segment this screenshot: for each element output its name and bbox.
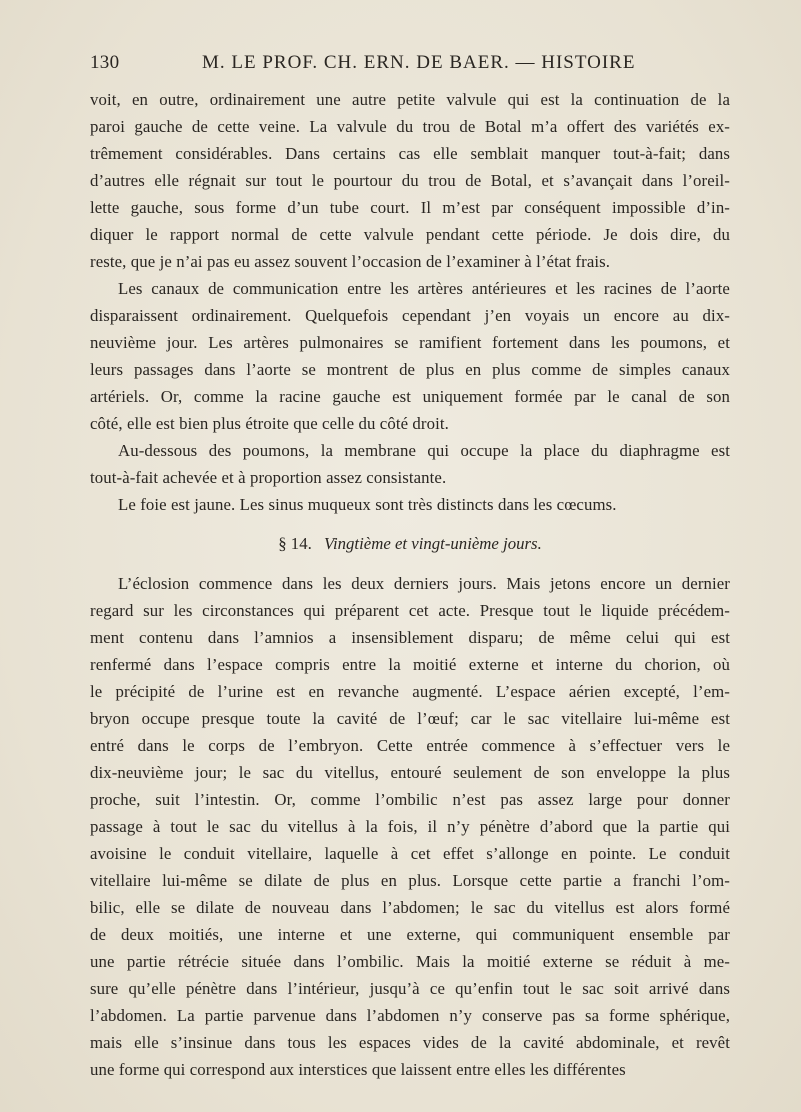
text-line: vitellaire lui-même se dilate de plus en plus. Lorsque cette partie a franchi l’om- xyxy=(90,871,730,890)
text-line: proche, suit l’intestin. Or, comme l’ombilic n’est pas assez large pour donner xyxy=(90,790,730,809)
text-line: L’éclosion commence dans les deux derniers jours. Mais jetons encore un dernier xyxy=(118,574,730,593)
text-line: diquer le rapport normal de cette valvule pendant cette période. Je dois dire, du xyxy=(90,225,730,244)
text-line: d’autres elle régnait sur tout le pourtour du trou de Botal, et s’avançait dans l’oreil- xyxy=(90,171,730,190)
text-line: lette gauche, sous forme d’un tube court. Il m’est par conséquent impossible d’in- xyxy=(90,198,730,217)
text-line: neuvième jour. Les artères pulmonaires se ramifient fortement dans les poumons, et xyxy=(90,333,730,352)
body-text xyxy=(90,86,730,1083)
text-line: avoisine le conduit vitellaire, laquelle à cet effet s’allonge en pointe. Le conduit xyxy=(90,844,730,863)
text-line: côté, elle est bien plus étroite que celle du côté droit. xyxy=(90,414,449,433)
page-number: 130 xyxy=(90,52,120,73)
text-line: tout-à-fait achevée et à proportion assez consistante. xyxy=(90,468,447,487)
paragraph xyxy=(90,86,730,275)
section-symbol: § xyxy=(278,534,287,553)
text-line: bilic, elle se dilate de nouveau dans l’abdomen; le sac du vitellus est alors formé xyxy=(90,898,730,917)
text-line: artériels. Or, comme la racine gauche est uniquement formée par le canal de son xyxy=(90,387,730,406)
text-line: de deux moitiés, une interne et une externe, qui communiquent ensemble par xyxy=(90,925,730,944)
text-line: ment contenu dans l’amnios a insensiblement disparu; de même celui qui est xyxy=(90,628,730,647)
text-line: dix-neuvième jour; le sac du vitellus, entouré seulement de son enveloppe la plus xyxy=(90,763,730,782)
section-number: 14. xyxy=(290,534,312,553)
text-line: paroi gauche de cette veine. La valvule du trou de Botal m’a offert des variétés ex- xyxy=(90,117,730,136)
paragraph xyxy=(90,275,730,437)
text-line: trêmement considérables. Dans certains cas elle semblait manquer tout-à-fait; dans xyxy=(90,144,730,163)
paragraph xyxy=(90,491,730,518)
text-line: passage à tout le sac du vitellus à la fois, il n’y pénètre d’abord que la partie qui xyxy=(90,817,730,836)
text-line: disparaissent ordinairement. Quelquefois cependant j’en voyais un encore au dix- xyxy=(90,306,730,325)
paragraphs-before-section xyxy=(90,86,730,518)
text-line: renfermé dans l’espace compris entre la moitié externe et interne du chorion, où xyxy=(90,655,730,674)
text-line: voit, en outre, ordinairement une autre petite valvule qui est la continuation de la xyxy=(90,90,730,109)
text-line: Le foie est jaune. Les sinus muqueux sont très distincts dans les cœcums. xyxy=(118,495,617,514)
text-line: bryon occupe presque toute la cavité de l’œuf; car le sac vitellaire lui-même est xyxy=(90,709,730,728)
text-line: l’abdomen. La partie parvenue dans l’abdomen n’y conserve pas sa forme sphérique, xyxy=(90,1006,730,1025)
text-line: entré dans le corps de l’embryon. Cette entrée commence à s’effectuer vers le xyxy=(90,736,730,755)
paragraph xyxy=(90,437,730,491)
text-line: leurs passages dans l’aorte se montrent de plus en plus comme de simples canaux xyxy=(90,360,730,379)
text-line: Les canaux de communication entre les artères antérieures et les racines de l’aorte xyxy=(118,279,730,298)
text-line: reste, que je n’ai pas eu assez souvent l’occasion de l’examiner à l’état frais. xyxy=(90,252,611,271)
text-line: une partie rétrécie située dans l’ombilic. Mais la moitié externe se réduit à me- xyxy=(90,952,730,971)
text-line: une forme qui correspond aux interstices que laissent entre elles les différentes xyxy=(90,1060,626,1079)
text-line: regard sur les circonstances qui préparent cet acte. Presque tout le liquide précédem- xyxy=(90,601,730,620)
text-line: Au-dessous des poumons, la membrane qui occupe la place du diaphragme est xyxy=(118,441,730,460)
text-line: sure qu’elle pénètre dans l’intérieur, jusqu’à ce qu’enfin tout le sac soit arrivé dans xyxy=(90,979,730,998)
section-heading xyxy=(90,524,730,564)
paragraphs-after-section xyxy=(90,570,730,1083)
text-line: le précipité de l’urine est en revanche augmenté. L’espace aérien excepté, l’em- xyxy=(90,682,730,701)
paragraph xyxy=(90,570,730,1083)
page-header xyxy=(90,52,730,76)
section-title: Vingtième et vingt-unième jours. xyxy=(323,534,542,553)
text-line: mais elle s’insinue dans tous les espaces vides de la cavité abdominale, et revêt xyxy=(90,1033,730,1052)
running-head: M. LE PROF. CH. ERN. DE BAER. — HISTOIRE xyxy=(202,52,636,73)
